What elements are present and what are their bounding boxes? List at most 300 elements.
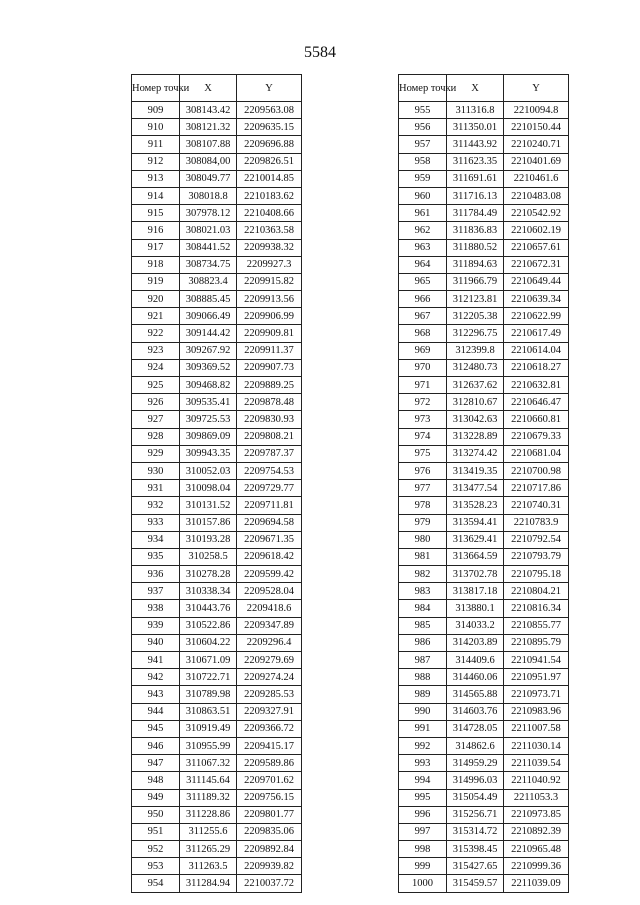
point-number-cell: 931 bbox=[132, 480, 180, 497]
table-row bbox=[399, 308, 569, 325]
point-number-cell: 949 bbox=[132, 789, 180, 806]
y-cell: 2210183.62 bbox=[237, 187, 302, 204]
x-cell: 309943.35 bbox=[180, 445, 237, 462]
table-row bbox=[399, 789, 569, 806]
y-cell: 2209279.69 bbox=[237, 652, 302, 669]
y-cell: 2210855.77 bbox=[504, 617, 569, 634]
point-number-cell: 911 bbox=[132, 136, 180, 153]
x-cell: 310193.28 bbox=[180, 531, 237, 548]
point-number-cell: 996 bbox=[399, 806, 447, 823]
table-row bbox=[132, 823, 302, 840]
point-number-cell: 910 bbox=[132, 119, 180, 136]
x-cell: 311316.8 bbox=[447, 102, 504, 119]
point-number-cell: 957 bbox=[399, 136, 447, 153]
table-row bbox=[132, 291, 302, 308]
x-cell: 310863.51 bbox=[180, 703, 237, 720]
x-cell: 310919.49 bbox=[180, 720, 237, 737]
table-row bbox=[132, 187, 302, 204]
x-cell: 315427.65 bbox=[447, 858, 504, 875]
table-row bbox=[399, 239, 569, 256]
table-row bbox=[399, 205, 569, 222]
table-row bbox=[399, 102, 569, 119]
y-cell: 2210602.19 bbox=[504, 222, 569, 239]
point-number-cell: 938 bbox=[132, 600, 180, 617]
point-number-cell: 997 bbox=[399, 823, 447, 840]
y-cell: 2209939.82 bbox=[237, 858, 302, 875]
point-number-cell: 952 bbox=[132, 841, 180, 858]
table-row bbox=[132, 617, 302, 634]
table-row bbox=[399, 566, 569, 583]
table-row bbox=[399, 755, 569, 772]
y-cell: 2210804.21 bbox=[504, 583, 569, 600]
point-number-cell: 918 bbox=[132, 256, 180, 273]
x-cell: 314203.89 bbox=[447, 634, 504, 651]
table-row bbox=[132, 548, 302, 565]
point-number-cell: 978 bbox=[399, 497, 447, 514]
point-number-cell: 950 bbox=[132, 806, 180, 823]
y-cell: 2209327.91 bbox=[237, 703, 302, 720]
point-number-cell: 961 bbox=[399, 205, 447, 222]
y-cell: 2209909.81 bbox=[237, 325, 302, 342]
x-cell: 310443.76 bbox=[180, 600, 237, 617]
x-cell: 308018.8 bbox=[180, 187, 237, 204]
y-cell: 2210973.71 bbox=[504, 686, 569, 703]
x-cell: 311623.35 bbox=[447, 153, 504, 170]
y-cell: 2210657.61 bbox=[504, 239, 569, 256]
y-cell: 2211040.92 bbox=[504, 772, 569, 789]
point-number-cell: 946 bbox=[132, 737, 180, 754]
point-number-cell: 920 bbox=[132, 291, 180, 308]
y-cell: 2209878.48 bbox=[237, 394, 302, 411]
point-number-cell: 965 bbox=[399, 273, 447, 290]
table-row bbox=[132, 634, 302, 651]
table-row bbox=[132, 720, 302, 737]
x-cell: 313594.41 bbox=[447, 514, 504, 531]
point-number-cell: 971 bbox=[399, 377, 447, 394]
x-cell: 315459.57 bbox=[447, 875, 504, 892]
x-cell: 310131.52 bbox=[180, 497, 237, 514]
point-number-cell: 963 bbox=[399, 239, 447, 256]
y-cell: 2210681.04 bbox=[504, 445, 569, 462]
point-number-cell: 929 bbox=[132, 445, 180, 462]
point-number-cell: 981 bbox=[399, 548, 447, 565]
x-cell: 313477.54 bbox=[447, 480, 504, 497]
point-number-cell: 947 bbox=[132, 755, 180, 772]
table-row bbox=[399, 462, 569, 479]
point-number-cell: 915 bbox=[132, 205, 180, 222]
table-row bbox=[132, 514, 302, 531]
x-cell: 313702.78 bbox=[447, 566, 504, 583]
x-cell: 311228.86 bbox=[180, 806, 237, 823]
y-cell: 2209589.86 bbox=[237, 755, 302, 772]
point-number-cell: 940 bbox=[132, 634, 180, 651]
y-cell: 2210150.44 bbox=[504, 119, 569, 136]
point-number-cell: 979 bbox=[399, 514, 447, 531]
x-cell: 311836.83 bbox=[447, 222, 504, 239]
point-number-cell: 933 bbox=[132, 514, 180, 531]
y-cell: 2209729.77 bbox=[237, 480, 302, 497]
x-cell: 313274.42 bbox=[447, 445, 504, 462]
point-number-cell: 985 bbox=[399, 617, 447, 634]
table-row bbox=[399, 583, 569, 600]
table-row bbox=[399, 772, 569, 789]
table-row bbox=[399, 273, 569, 290]
table-row bbox=[132, 858, 302, 875]
table-row bbox=[399, 548, 569, 565]
point-number-cell: 976 bbox=[399, 462, 447, 479]
point-number-cell: 958 bbox=[399, 153, 447, 170]
y-cell: 2210094.8 bbox=[504, 102, 569, 119]
table-row bbox=[132, 308, 302, 325]
table-row bbox=[399, 291, 569, 308]
x-cell: 312205.38 bbox=[447, 308, 504, 325]
page-number: 5584 bbox=[304, 44, 336, 61]
point-number-cell: 991 bbox=[399, 720, 447, 737]
table-row bbox=[132, 531, 302, 548]
y-cell: 2209907.73 bbox=[237, 359, 302, 376]
y-cell: 2210792.54 bbox=[504, 531, 569, 548]
x-cell: 314460.06 bbox=[447, 669, 504, 686]
table-row bbox=[399, 875, 569, 892]
x-cell: 315054.49 bbox=[447, 789, 504, 806]
point-number-cell: 977 bbox=[399, 480, 447, 497]
table-row bbox=[399, 377, 569, 394]
y-cell: 2210649.44 bbox=[504, 273, 569, 290]
y-cell: 2209927.3 bbox=[237, 256, 302, 273]
table-row bbox=[399, 497, 569, 514]
table-row bbox=[399, 359, 569, 376]
y-cell: 2209635.15 bbox=[237, 119, 302, 136]
coordinates-table-right bbox=[398, 74, 569, 893]
y-cell: 2209915.82 bbox=[237, 273, 302, 290]
y-cell: 2210672.31 bbox=[504, 256, 569, 273]
point-number-cell: 928 bbox=[132, 428, 180, 445]
x-cell: 312296.75 bbox=[447, 325, 504, 342]
y-cell: 2209347.89 bbox=[237, 617, 302, 634]
x-cell: 310955.99 bbox=[180, 737, 237, 754]
y-cell: 2209274.24 bbox=[237, 669, 302, 686]
table-row bbox=[132, 359, 302, 376]
table-row bbox=[132, 806, 302, 823]
y-cell: 2209563.08 bbox=[237, 102, 302, 119]
table-row bbox=[399, 720, 569, 737]
table-row bbox=[399, 136, 569, 153]
x-cell: 314033.2 bbox=[447, 617, 504, 634]
point-number-cell: 912 bbox=[132, 153, 180, 170]
point-number-cell: 982 bbox=[399, 566, 447, 583]
table-row bbox=[132, 669, 302, 686]
x-cell: 311966.79 bbox=[447, 273, 504, 290]
y-cell: 2210793.79 bbox=[504, 548, 569, 565]
y-cell: 2210622.99 bbox=[504, 308, 569, 325]
x-cell: 311350.01 bbox=[447, 119, 504, 136]
point-number-cell: 964 bbox=[399, 256, 447, 273]
point-number-cell: 941 bbox=[132, 652, 180, 669]
y-cell: 2210679.33 bbox=[504, 428, 569, 445]
point-number-cell: 951 bbox=[132, 823, 180, 840]
point-number-cell: 932 bbox=[132, 497, 180, 514]
point-number-cell: 934 bbox=[132, 531, 180, 548]
x-cell: 313817.18 bbox=[447, 583, 504, 600]
y-cell: 2209808.21 bbox=[237, 428, 302, 445]
x-cell: 308885.45 bbox=[180, 291, 237, 308]
table-row bbox=[399, 222, 569, 239]
y-cell: 2210740.31 bbox=[504, 497, 569, 514]
point-number-cell: 960 bbox=[399, 187, 447, 204]
point-number-cell: 969 bbox=[399, 342, 447, 359]
y-cell: 2209826.51 bbox=[237, 153, 302, 170]
x-cell: 308823.4 bbox=[180, 273, 237, 290]
y-cell: 2209694.58 bbox=[237, 514, 302, 531]
y-cell: 2210014.85 bbox=[237, 170, 302, 187]
point-number-cell: 975 bbox=[399, 445, 447, 462]
point-number-cell: 967 bbox=[399, 308, 447, 325]
point-number-cell: 990 bbox=[399, 703, 447, 720]
table-row bbox=[132, 480, 302, 497]
point-number-cell: 984 bbox=[399, 600, 447, 617]
x-cell: 311265.29 bbox=[180, 841, 237, 858]
table-row bbox=[132, 102, 302, 119]
x-cell: 311145.64 bbox=[180, 772, 237, 789]
point-number-cell: 913 bbox=[132, 170, 180, 187]
x-cell: 312399.8 bbox=[447, 342, 504, 359]
x-cell: 309869.09 bbox=[180, 428, 237, 445]
table-row bbox=[132, 222, 302, 239]
y-cell: 2209296.4 bbox=[237, 634, 302, 651]
x-cell: 308143.42 bbox=[180, 102, 237, 119]
x-cell: 313629.41 bbox=[447, 531, 504, 548]
point-number-cell: 998 bbox=[399, 841, 447, 858]
point-number-cell: 923 bbox=[132, 342, 180, 359]
x-cell: 310258.5 bbox=[180, 548, 237, 565]
y-cell: 2209618.42 bbox=[237, 548, 302, 565]
point-number-cell: 925 bbox=[132, 377, 180, 394]
y-cell: 2209366.72 bbox=[237, 720, 302, 737]
y-cell: 2209754.53 bbox=[237, 462, 302, 479]
table-row bbox=[399, 325, 569, 342]
point-number-cell: 994 bbox=[399, 772, 447, 789]
y-cell: 2209835.06 bbox=[237, 823, 302, 840]
table-row bbox=[399, 669, 569, 686]
table-row bbox=[132, 136, 302, 153]
y-cell: 2211039.09 bbox=[504, 875, 569, 892]
y-cell: 2211053.3 bbox=[504, 789, 569, 806]
table-row bbox=[132, 445, 302, 462]
x-cell: 314728.05 bbox=[447, 720, 504, 737]
table-row bbox=[399, 737, 569, 754]
x-cell: 315314.72 bbox=[447, 823, 504, 840]
point-number-cell: 968 bbox=[399, 325, 447, 342]
x-cell: 311255.6 bbox=[180, 823, 237, 840]
x-cell: 312810.67 bbox=[447, 394, 504, 411]
y-cell: 2209787.37 bbox=[237, 445, 302, 462]
point-number-cell: 942 bbox=[132, 669, 180, 686]
y-cell: 2210892.39 bbox=[504, 823, 569, 840]
table-row bbox=[132, 566, 302, 583]
x-cell: 312637.62 bbox=[447, 377, 504, 394]
table-row bbox=[132, 462, 302, 479]
table-row bbox=[132, 170, 302, 187]
x-cell: 309066.49 bbox=[180, 308, 237, 325]
x-cell: 314565.88 bbox=[447, 686, 504, 703]
table-row bbox=[399, 187, 569, 204]
y-cell: 2209701.62 bbox=[237, 772, 302, 789]
x-cell: 311691.61 bbox=[447, 170, 504, 187]
point-number-cell: 936 bbox=[132, 566, 180, 583]
table-row bbox=[132, 239, 302, 256]
y-cell: 2209830.93 bbox=[237, 411, 302, 428]
x-cell: 308049.77 bbox=[180, 170, 237, 187]
y-cell: 2211007.58 bbox=[504, 720, 569, 737]
table-row bbox=[399, 686, 569, 703]
table-row bbox=[399, 617, 569, 634]
table-row bbox=[132, 497, 302, 514]
point-number-cell: 916 bbox=[132, 222, 180, 239]
y-cell: 2210542.92 bbox=[504, 205, 569, 222]
y-cell: 2210408.66 bbox=[237, 205, 302, 222]
x-cell: 308021.03 bbox=[180, 222, 237, 239]
point-number-cell: 955 bbox=[399, 102, 447, 119]
y-cell: 2210632.81 bbox=[504, 377, 569, 394]
table-row bbox=[399, 858, 569, 875]
point-number-cell: 986 bbox=[399, 634, 447, 651]
x-cell: 314603.76 bbox=[447, 703, 504, 720]
table-row bbox=[132, 583, 302, 600]
x-cell: 309468.82 bbox=[180, 377, 237, 394]
point-number-cell: 919 bbox=[132, 273, 180, 290]
table-row bbox=[132, 703, 302, 720]
table-row bbox=[132, 119, 302, 136]
point-number-cell: 995 bbox=[399, 789, 447, 806]
point-number-cell: 959 bbox=[399, 170, 447, 187]
point-number-cell: 917 bbox=[132, 239, 180, 256]
x-cell: 308121.32 bbox=[180, 119, 237, 136]
table-row bbox=[132, 737, 302, 754]
point-number-cell: 980 bbox=[399, 531, 447, 548]
x-cell: 315398.45 bbox=[447, 841, 504, 858]
y-cell: 2210037.72 bbox=[237, 875, 302, 892]
y-cell: 2210618.27 bbox=[504, 359, 569, 376]
table-row bbox=[399, 480, 569, 497]
x-cell: 313880.1 bbox=[447, 600, 504, 617]
x-cell: 313664.59 bbox=[447, 548, 504, 565]
table-row bbox=[399, 119, 569, 136]
point-number-cell: 944 bbox=[132, 703, 180, 720]
point-number-cell: 953 bbox=[132, 858, 180, 875]
table-row bbox=[132, 755, 302, 772]
y-cell: 2209906.99 bbox=[237, 308, 302, 325]
x-cell: 308084,00 bbox=[180, 153, 237, 170]
y-cell: 2209801.77 bbox=[237, 806, 302, 823]
y-cell: 2210983.96 bbox=[504, 703, 569, 720]
x-cell: 314959.29 bbox=[447, 755, 504, 772]
y-cell: 2210895.79 bbox=[504, 634, 569, 651]
x-cell: 311443.92 bbox=[447, 136, 504, 153]
x-cell: 309267.92 bbox=[180, 342, 237, 359]
x-cell: 312480.73 bbox=[447, 359, 504, 376]
x-cell: 307978.12 bbox=[180, 205, 237, 222]
x-cell: 310157.86 bbox=[180, 514, 237, 531]
table-header-row bbox=[132, 75, 302, 102]
point-number-cell: 927 bbox=[132, 411, 180, 428]
table-row bbox=[132, 841, 302, 858]
point-number-cell: 974 bbox=[399, 428, 447, 445]
y-cell: 2210614.04 bbox=[504, 342, 569, 359]
x-cell: 311067.32 bbox=[180, 755, 237, 772]
table-row bbox=[132, 411, 302, 428]
x-cell: 310789.98 bbox=[180, 686, 237, 703]
point-number-cell: 972 bbox=[399, 394, 447, 411]
header-x: X bbox=[180, 75, 237, 102]
table-row bbox=[132, 428, 302, 445]
table-row bbox=[399, 806, 569, 823]
table-row bbox=[399, 256, 569, 273]
header-point-number: Номер точки bbox=[399, 75, 447, 102]
y-cell: 2209913.56 bbox=[237, 291, 302, 308]
table-row bbox=[399, 841, 569, 858]
table-row bbox=[132, 686, 302, 703]
x-cell: 311284.94 bbox=[180, 875, 237, 892]
table-row bbox=[132, 342, 302, 359]
y-cell: 2209528.04 bbox=[237, 583, 302, 600]
x-cell: 310522.86 bbox=[180, 617, 237, 634]
x-cell: 312123.81 bbox=[447, 291, 504, 308]
y-cell: 2209418.6 bbox=[237, 600, 302, 617]
x-cell: 309535.41 bbox=[180, 394, 237, 411]
y-cell: 2209696.88 bbox=[237, 136, 302, 153]
header-y: Y bbox=[237, 75, 302, 102]
x-cell: 314996.03 bbox=[447, 772, 504, 789]
x-cell: 310098.04 bbox=[180, 480, 237, 497]
point-number-cell: 999 bbox=[399, 858, 447, 875]
x-cell: 314409.6 bbox=[447, 652, 504, 669]
header-point-number: Номер точки bbox=[132, 75, 180, 102]
table-row bbox=[399, 703, 569, 720]
x-cell: 314862.6 bbox=[447, 737, 504, 754]
table-row bbox=[132, 875, 302, 892]
x-cell: 311263.5 bbox=[180, 858, 237, 875]
table-row bbox=[132, 377, 302, 394]
point-number-cell: 970 bbox=[399, 359, 447, 376]
table-row bbox=[399, 428, 569, 445]
y-cell: 2209911.37 bbox=[237, 342, 302, 359]
point-number-cell: 987 bbox=[399, 652, 447, 669]
point-number-cell: 945 bbox=[132, 720, 180, 737]
table-row bbox=[399, 445, 569, 462]
x-cell: 311784.49 bbox=[447, 205, 504, 222]
point-number-cell: 937 bbox=[132, 583, 180, 600]
y-cell: 2209756.15 bbox=[237, 789, 302, 806]
y-cell: 2210617.49 bbox=[504, 325, 569, 342]
point-number-cell: 943 bbox=[132, 686, 180, 703]
table-row bbox=[132, 600, 302, 617]
x-cell: 309725.53 bbox=[180, 411, 237, 428]
x-cell: 310671.09 bbox=[180, 652, 237, 669]
y-cell: 2210973.85 bbox=[504, 806, 569, 823]
y-cell: 2210965.48 bbox=[504, 841, 569, 858]
x-cell: 310052.03 bbox=[180, 462, 237, 479]
table-row bbox=[132, 205, 302, 222]
y-cell: 2210461.6 bbox=[504, 170, 569, 187]
header-x: X bbox=[447, 75, 504, 102]
point-number-cell: 983 bbox=[399, 583, 447, 600]
coordinates-table-left bbox=[131, 74, 302, 893]
y-cell: 2210717.86 bbox=[504, 480, 569, 497]
y-cell: 2210401.69 bbox=[504, 153, 569, 170]
y-cell: 2210816.34 bbox=[504, 600, 569, 617]
table-row bbox=[132, 325, 302, 342]
y-cell: 2210240.71 bbox=[504, 136, 569, 153]
